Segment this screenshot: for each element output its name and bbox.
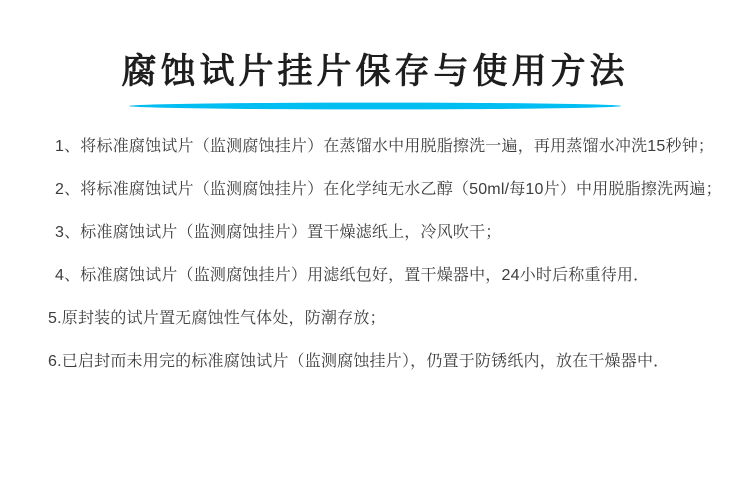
brush-stroke-icon	[128, 101, 622, 111]
title-underline-decoration	[0, 101, 750, 111]
list-item-2: 2、将标准腐蚀试片（监测腐蚀挂片）在化学纯无水乙醇（50ml/每10片）中用脱脂擦洗两遍；	[55, 181, 722, 198]
list-item-6: 6.已启封而未用完的标准腐蚀试片（监测腐蚀挂片），仍置于防锈纸内，放在干燥器中．	[48, 353, 670, 370]
list-item-3: 3、标准腐蚀试片（监测腐蚀挂片）置干燥滤纸上，冷风吹干；	[55, 224, 502, 241]
brush-stroke-shape	[129, 103, 621, 110]
instruction-list	[48, 136, 720, 394]
title-block	[0, 50, 750, 94]
list-item-1: 1、将标准腐蚀试片（监测腐蚀挂片）在蒸馏水中用脱脂擦洗一遍，再用蒸馏水冲洗15秒钟；	[55, 138, 715, 155]
list-item-4: 4、标准腐蚀试片（监测腐蚀挂片）用滤纸包好，置干燥器中，24小时后称重待用．	[55, 267, 650, 284]
list-item-5: 5.原封装的试片置无腐蚀性气体处，防潮存放；	[48, 310, 386, 327]
page-title: 腐蚀试片挂片保存与使用方法	[121, 51, 629, 92]
